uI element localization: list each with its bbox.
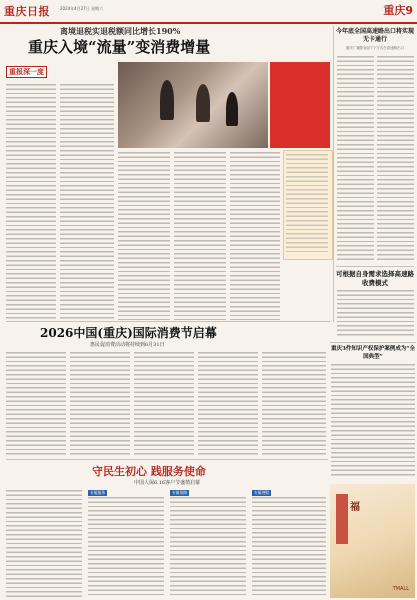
- ad-title: 福: [350, 502, 361, 513]
- right-mid-headline[interactable]: 可根据自身需求选择高速路收费模式: [336, 270, 414, 287]
- third-headline[interactable]: 守民生初心 践服务使命: [92, 465, 206, 478]
- right-top-body-2: [377, 56, 414, 262]
- ad-logo: TMALL: [392, 586, 409, 592]
- lead-body-col-1: [6, 84, 56, 320]
- newspaper-logo: 重庆日报: [4, 5, 50, 18]
- third-body-3: [170, 497, 246, 598]
- ad-decoration: [336, 494, 348, 544]
- lead-body-col-2: [60, 84, 114, 320]
- second-body-4: [198, 352, 258, 456]
- column-divider: [333, 26, 334, 322]
- right-top-headline[interactable]: 今年底全国高速路出口将实现无卡通行: [336, 28, 415, 43]
- badge-label: 专属理赔: [254, 490, 270, 495]
- divider: [330, 342, 416, 343]
- divider: [6, 459, 328, 460]
- second-subline: 惠民促消费活动将持续到6月31日: [90, 342, 165, 348]
- lead-kicker: 离境退税实退税额同比增长190%: [60, 26, 181, 36]
- data-box-text: [286, 154, 328, 254]
- section-title: 重庆9: [383, 4, 413, 17]
- third-body-1: [6, 490, 82, 598]
- second-headline[interactable]: 2026中国(重庆)国际消费节启幕: [40, 326, 217, 340]
- lead-headline[interactable]: 重庆入境“流量”变消费增量: [28, 38, 211, 56]
- right-top-body-1: [337, 56, 374, 262]
- divider: [336, 266, 414, 267]
- right-top-subtitle: 重庆广播影视站7个方式在高速路出口: [345, 46, 405, 50]
- masthead: [0, 0, 417, 24]
- photo-caption-box: [270, 62, 330, 148]
- right-bottom-headline[interactable]: 重庆3件知识产权保护案例成为“全国典型”: [331, 346, 415, 360]
- lead-body-col-4: [174, 152, 226, 320]
- lead-photo: [118, 62, 268, 148]
- photo-figure: [160, 80, 174, 120]
- badge-label: 专属服务: [90, 490, 106, 495]
- photo-figure: [196, 84, 210, 122]
- second-body-1: [6, 352, 66, 456]
- second-body-2: [70, 352, 130, 456]
- photo-figure: [226, 92, 238, 126]
- advertisement[interactable]: [330, 484, 415, 598]
- third-body-2: [88, 497, 164, 598]
- column-tag: 重报深一度: [6, 66, 47, 78]
- second-body-5: [262, 352, 326, 456]
- badge-label: 专属保障: [172, 490, 188, 495]
- divider: [6, 321, 330, 322]
- lead-body-col-3: [118, 152, 170, 320]
- masthead-date: 2024年4月27日 星期六: [60, 6, 104, 11]
- third-subline: 中国人保6.16客户节盛情启幕: [134, 480, 201, 486]
- second-body-3: [134, 352, 194, 456]
- right-bottom-body: [331, 364, 415, 478]
- third-body-4: [252, 497, 326, 598]
- right-mid-body: [337, 290, 414, 338]
- lead-body-col-5: [230, 152, 280, 320]
